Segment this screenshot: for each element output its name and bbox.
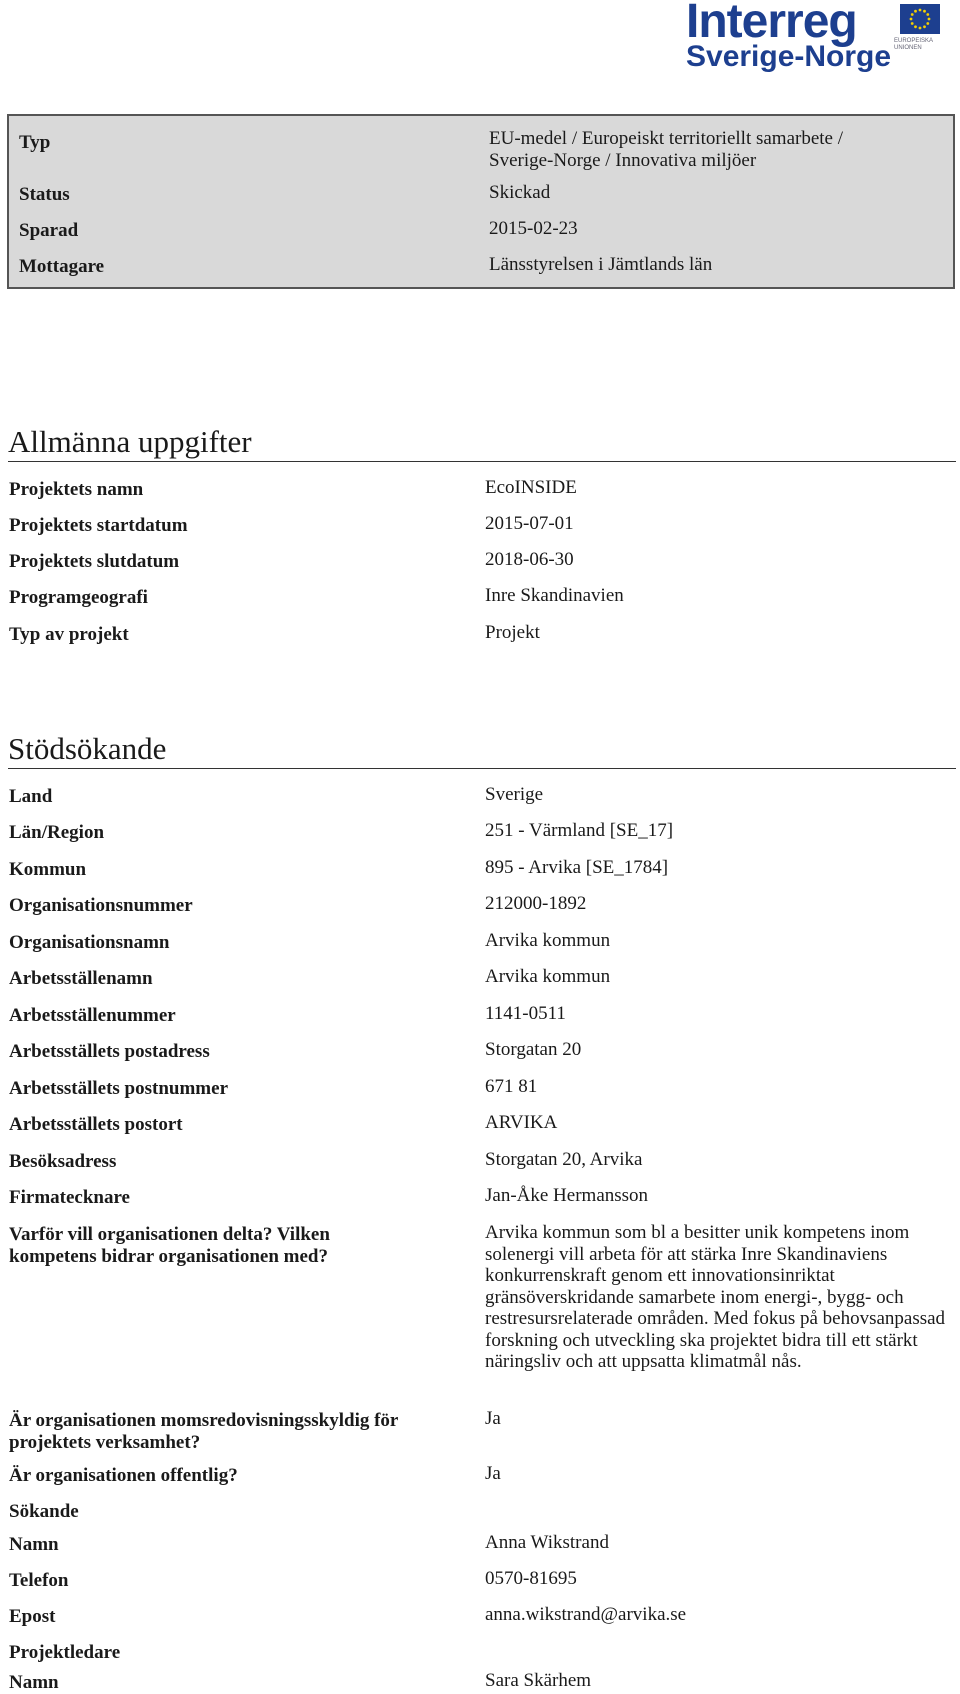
field-label: Är organisationen momsredovisningsskyldig för projektets verksamhet? (9, 1410, 399, 1453)
eu-caption: EUROPEISKA UNIONEN (894, 38, 933, 51)
field-label: Namn (9, 1534, 59, 1555)
meta-value: Skickad (489, 182, 551, 203)
field-value: Arvika kommun (485, 966, 611, 987)
field-label: Län/Region (9, 822, 105, 843)
field-value: 0570-81695 (485, 1568, 577, 1589)
field-label: Projektets namn (9, 479, 144, 500)
logo-line-2: Sverige-Norge (686, 40, 892, 73)
field-value: 1141-0511 (485, 1003, 566, 1024)
field-label: Kommun (9, 859, 87, 880)
field-value: 251 - Värmland [SE_17] (485, 820, 674, 841)
interreg-logo (686, 0, 950, 80)
field-label: Telefon (9, 1570, 69, 1591)
meta-value: EU-medel / Europeiskt territoriellt samarbete / Sverige-Norge / Innovativa miljöer (489, 128, 844, 171)
section-title-allmanna: Allmänna uppgifter (8, 423, 956, 462)
field-value: Anna Wikstrand (485, 1532, 609, 1553)
meta-box (7, 114, 955, 289)
field-value: Arvika kommun (485, 930, 611, 951)
field-label: Firmatecknare (9, 1187, 130, 1208)
field-value: Ja (485, 1408, 501, 1429)
field-label: Namn (9, 1672, 59, 1693)
meta-value: Länsstyrelsen i Jämtlands län (489, 254, 713, 275)
field-value: Ja (485, 1463, 501, 1484)
field-value: Sara Skärhem (485, 1670, 592, 1691)
field-label: Är organisationen offentlig? (9, 1465, 238, 1486)
field-value: 895 - Arvika [SE_1784] (485, 857, 669, 878)
field-value: Arvika kommun som bl a besitter unik kompetens inom solenergi vill arbeta för att stärka Inre Skandinaviens konkurrenskraft genom ett innovationsinriktat gränsöverskridande samarbete inom energi-, bygg- och restresursrelaterade områden. Med fokus på behovsanpassad forskning och utveckling ska projektet bidra till ett stärkt näringsliv och att uppsatta klimatmål nås. (485, 1222, 946, 1372)
field-value: 212000-1892 (485, 893, 587, 914)
meta-label: Mottagare (19, 256, 105, 277)
field-label: Sökande (9, 1501, 79, 1522)
section-title-stodsokande: Stödsökande (8, 730, 956, 769)
field-value: Projekt (485, 622, 540, 643)
field-value: Storgatan 20, Arvika (485, 1149, 643, 1170)
meta-label: Typ (19, 132, 51, 153)
field-value: anna.wikstrand@arvika.se (485, 1604, 687, 1625)
field-label: Organisationsnummer (9, 895, 193, 916)
field-label: Projektets slutdatum (9, 551, 180, 572)
field-label: Projektledare (9, 1642, 121, 1663)
field-value: EcoINSIDE (485, 477, 577, 498)
field-label: Land (9, 786, 53, 807)
eu-flag-icon (900, 4, 940, 34)
meta-value: 2015-02-23 (489, 218, 578, 239)
logo-line-1: Interreg (686, 0, 857, 48)
field-value: 2018-06-30 (485, 549, 574, 570)
field-label: Arbetsställenamn (9, 968, 153, 989)
field-label: Varför vill organisationen delta? Vilken kompetens bidrar organisationen med? (9, 1224, 330, 1267)
field-label: Typ av projekt (9, 624, 129, 645)
field-value: 671 81 (485, 1076, 538, 1097)
field-value: Inre Skandinavien (485, 585, 624, 606)
field-label: Epost (9, 1606, 56, 1627)
field-label: Organisationsnamn (9, 932, 170, 953)
field-label: Arbetsställets postadress (9, 1041, 210, 1062)
field-label: Arbetsställenummer (9, 1005, 176, 1026)
field-value: 2015-07-01 (485, 513, 574, 534)
field-value: Sverige (485, 784, 544, 805)
field-label: Arbetsställets postnummer (9, 1078, 229, 1099)
field-value: ARVIKA (485, 1112, 558, 1133)
field-label: Arbetsställets postort (9, 1114, 183, 1135)
meta-label: Sparad (19, 220, 79, 241)
field-value: Storgatan 20 (485, 1039, 582, 1060)
field-label: Programgeografi (9, 587, 148, 608)
field-value: Jan-Åke Hermansson (485, 1185, 649, 1206)
meta-label: Status (19, 184, 70, 205)
field-label: Projektets startdatum (9, 515, 188, 536)
field-label: Besöksadress (9, 1151, 117, 1172)
